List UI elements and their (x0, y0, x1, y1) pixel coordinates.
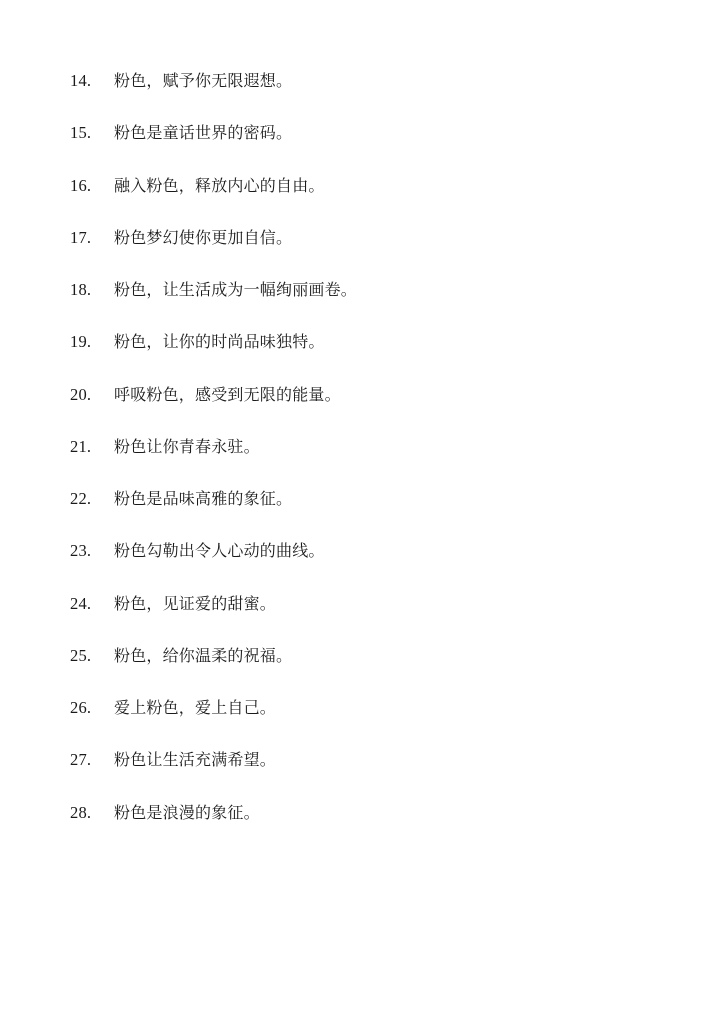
list-item-number: 21. (70, 436, 92, 456)
list-item-number: 24. (70, 593, 92, 613)
list-item (70, 593, 650, 615)
list-item (70, 802, 650, 824)
list-item-number: 20. (70, 384, 92, 404)
list-item (70, 645, 650, 667)
list-item (70, 70, 650, 92)
list-item-text: 粉色是品味高雅的象征。 (114, 489, 293, 509)
list-item (70, 331, 650, 353)
list-item (70, 697, 650, 719)
list-item-text: 粉色是童话世界的密码。 (114, 123, 293, 143)
list-item (70, 436, 650, 458)
list-item-text: 爱上粉色，爱上自己。 (114, 698, 277, 718)
list-item-text: 粉色是浪漫的象征。 (114, 802, 260, 822)
list-item-number: 26. (70, 698, 92, 718)
list-item-number: 17. (70, 227, 92, 247)
list-item (70, 540, 650, 562)
list-item (70, 488, 650, 510)
list-item-text: 粉色让你青春永驻。 (114, 436, 260, 456)
list-item-number: 28. (70, 802, 92, 822)
list-item (70, 384, 650, 406)
list-item-number: 25. (70, 645, 92, 665)
list-item-number: 14. (70, 71, 92, 90)
list-item (70, 227, 650, 249)
list-item-text: 融入粉色，释放内心的自由。 (114, 175, 325, 195)
list-item-number: 18. (70, 280, 92, 300)
list-item-number: 19. (70, 332, 92, 352)
list-item-text: 粉色，赋予你无限遐想。 (114, 71, 293, 90)
list-item (70, 749, 650, 771)
numbered-text-list (70, 70, 650, 824)
list-item (70, 175, 650, 197)
list-item-number: 15. (70, 123, 92, 143)
list-item-number: 16. (70, 175, 92, 195)
list-item-text: 粉色，给你温柔的祝福。 (114, 645, 293, 665)
list-item-text: 粉色，让你的时尚品味独特。 (114, 332, 325, 352)
list-item-text: 粉色让生活充满希望。 (114, 750, 277, 770)
list-item-number: 23. (70, 541, 92, 561)
list-item-text: 呼吸粉色，感受到无限的能量。 (114, 384, 341, 404)
list-item-text: 粉色，让生活成为一幅绚丽画卷。 (114, 280, 358, 300)
list-item-text: 粉色，见证爱的甜蜜。 (114, 593, 277, 613)
list-item-text: 粉色勾勒出令人心动的曲线。 (114, 541, 325, 561)
list-item-number: 22. (70, 489, 92, 509)
list-item (70, 122, 650, 144)
list-item-number: 27. (70, 750, 92, 770)
list-item (70, 279, 650, 301)
list-item-text: 粉色梦幻使你更加自信。 (114, 227, 293, 247)
